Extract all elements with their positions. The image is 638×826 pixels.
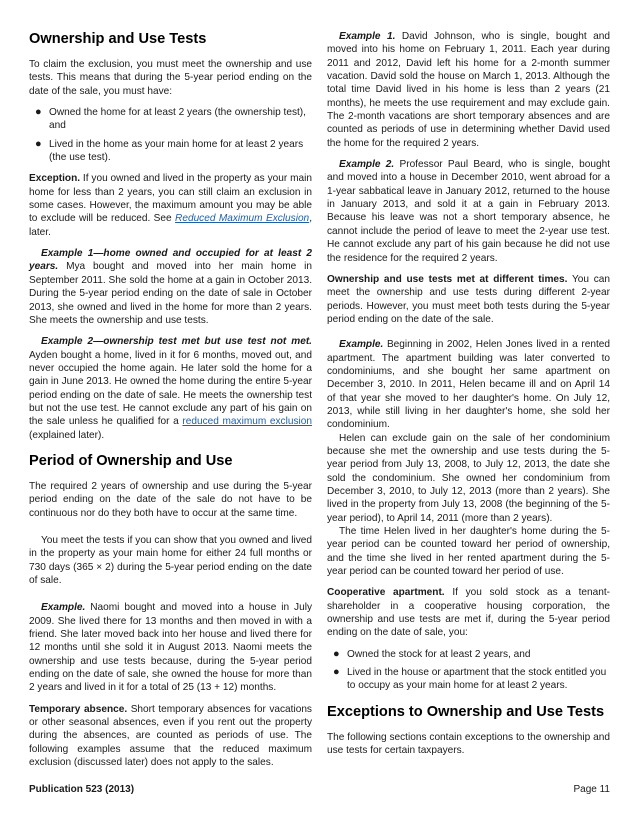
exceptions-paragraph: The following sections contain exceptions to the ownership and use tests for certain taxpayers. (327, 731, 610, 757)
reduced-maximum-exclusion-link[interactable]: Reduced Maximum Exclusion (175, 213, 310, 225)
example-2-paragraph: Example 2—ownership test met but use test not met. Ayden bought a home, lived in it for 6 months, moved out, and never occupied the home again. He later sold the home for a gain in June 2013. He owned the home during the entire 5-year period ending on the date of sale. He meets the ownership test but not the use test. He cannot exclude any part of his gain on the sale unless he qualified for a reduced maximum exclusion (explained later). (29, 336, 312, 441)
list-item: ● Lived in the house or apartment that the stock entitled you to occupy as your main home for at least 2 years. (333, 666, 607, 692)
example-naomi-paragraph: Example. Naomi bought and moved into a house in July 2009. She lived there for 13 months and then moved in with a friend. She later moved back into her house and lived there for 12 months until she sold it in August 2013. Naomi meets the ownership and use tests because, during the 5-year period ending on the date of sale, she owned the house for more than 2 years and lived in it for a total of 25 (13 + 12) months. (29, 602, 312, 694)
page-number: Page 11 (573, 784, 610, 795)
helen-paragraph-2: Helen can exclude gain on the sale of her condominium because she met the ownership and use tests during the 5-year period from July 13, 2008, to July 12, 2013, the date she sold the condominium. She owned her condominium from December 3, 2010, to July 12, 2013 (more than 2 years). She lived in the property from July 13, 2008 (the beginning of the 5-year period), to April 14, 2011 (more than 2 years). (327, 432, 610, 524)
period-paragraph-1: The required 2 years of ownership and use during the 5-year period ending on the date of the sale do not have to be continuous nor do they both have to occur at the same time. (29, 480, 312, 519)
cooperative-requirements-list (327, 648, 610, 693)
list-item: ● Owned the home for at least 2 years (the ownership test), and (35, 106, 306, 132)
period-paragraph-2: You meet the tests if you can show that you owned and lived in the property as your main home for either 24 full months or 730 days (365 × 2) during the 5-year period ending on the date of sale. (29, 534, 312, 586)
reduced-maximum-exclusion-link-2[interactable]: reduced maximum exclusion (182, 416, 312, 428)
requirements-list (29, 106, 312, 164)
example-1-paragraph: Example 1—home owned and occupied for at least 2 years. Mya bought and moved into her main home in September 2011. She sold the home at a gain in October 2013. During the 5-year period ending on the date of sale in October 2013, she owned and lived in the home for more than 2 years. She meets the ownership and use tests. (29, 248, 312, 326)
heading-ownership-use-tests: Ownership and Use Tests (29, 31, 207, 47)
heading-exceptions: Exceptions to Ownership and Use Tests (327, 703, 605, 720)
publication-label: Publication 523 (2013) (29, 784, 135, 795)
example-professor-paragraph: Example 2. Professor Paul Beard, who is single, bought and moved into a house in December 2010, went abroad for a 1-year sabbatical leave in January 2012, returned to the house in January 2013, and sold it at a gain in February 2013. Because his leave was not a short temporary absence, he cannot include the period of leave to meet the 2-year use test. He cannot exclude any part of his gain because he did not use the residence for the required 2 years. (327, 159, 610, 264)
list-item: ● Owned the stock for at least 2 years, and (333, 647, 531, 660)
list-item: ● Lived in the home as your main home for at least 2 years (the use test). (35, 137, 304, 164)
different-times-paragraph: Ownership and use tests met at different times. You can meet the ownership and use tests during different 2-year periods. However, you must meet both tests during the 5-year period ending on the date of the sale. (327, 273, 610, 325)
heading-period-ownership-use: Period of Ownership and Use (29, 452, 233, 469)
cooperative-apartment-paragraph: Cooperative apartment. If you sold stock as a tenant-shareholder in a cooperative housing corporation, the ownership and use tests are met if, during the 5-year period ending on the date of sale, you: (327, 587, 611, 639)
page-footer (29, 784, 610, 795)
bullet-icon: ● (333, 666, 340, 679)
exception-paragraph: Exception. If you owned and lived in the property as your main home for less than 2 years, you can still claim an exclusion in some cases. However, the maximum amount you may be able to exclude will be reduced. See Reduced Maximum Exclusion, later. (29, 173, 312, 238)
left-column (29, 30, 312, 769)
right-column (327, 30, 610, 766)
temporary-absence-paragraph: Temporary absence. Short temporary absences for vacations or other seasonal absences, even if you rent out the property during the absences, are counted as periods of use. The following examples assume that the reduced maximum exclusion (discussed later) does not apply to the sales. (29, 703, 312, 769)
bullet-icon: ● (35, 106, 42, 119)
example-helen-paragraph: Example. Beginning in 2002, Helen Jones lived in a rented apartment. The apartment building was later converted to condominiums, and she bought her same apartment on December 3, 2010. In 2011, Helen became ill and on April 14 of that year she moved to her daughter's home. On July 12, 2013, while still living in her daughter's home, she sold her condominium. (327, 339, 611, 431)
helen-paragraph-3: The time Helen lived in her daughter's home during the 5-year period can be counted toward her period of ownership, and the time she lived in her rented apartment during the 5-year period can be counted toward her period of use. (327, 526, 610, 578)
intro-paragraph: To claim the exclusion, you must meet the ownership and use tests. This means that during the 5-year period ending on the date of the sale, you must have: (29, 59, 312, 97)
bullet-icon: ● (35, 137, 42, 150)
bullet-icon: ● (333, 647, 340, 660)
example-david-paragraph: Example 1. David Johnson, who is single, bought and moved into his home on February 1, 2011. Each year during 2011 and 2012, David left his home for a 2-month summer vacation. David sold the house on March 1, 2013. Although the total time David lived in his home is less than 2 years (21 months), he meets the use requirement and may exclude gain. The 2-month vacations are short temporary absences and are counted as periods of use in determining whether David used the home for the required 2 years. (327, 31, 610, 149)
